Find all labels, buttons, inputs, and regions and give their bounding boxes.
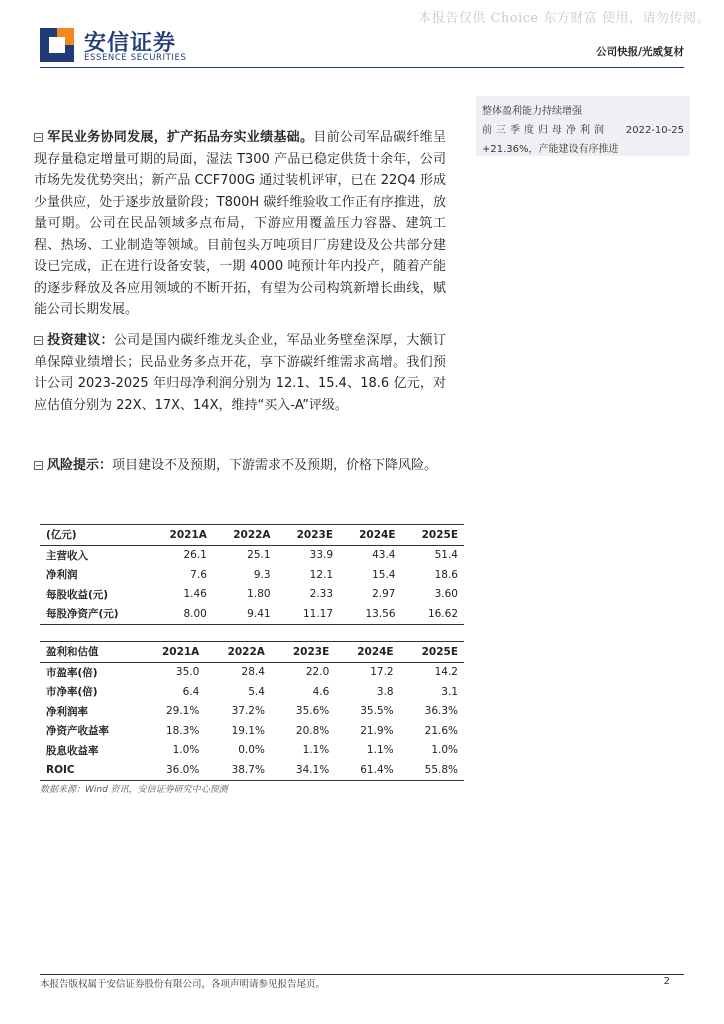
table-row: [40, 585, 464, 605]
table-header-cell: 2021A: [169, 528, 207, 541]
table-cell: 15.4: [372, 568, 396, 581]
paragraph-risk-warning: [34, 455, 446, 477]
table-header-cell: 2024E: [359, 528, 396, 541]
logo-english-name: ESSENCE SECURITIES: [84, 53, 187, 63]
table-header-cell: 2022A: [227, 645, 265, 658]
table-cell: 1.80: [247, 588, 271, 601]
table-cell: 37.2%: [231, 705, 265, 718]
table-row: [40, 741, 464, 761]
table-header-cell: 2025E: [421, 645, 458, 658]
logo-mark-icon: [40, 28, 74, 62]
table-cell: 18.6: [434, 568, 458, 581]
table-cell: 3.1: [441, 685, 458, 698]
table-cell: 29.1%: [165, 705, 200, 718]
paragraph-lead: 风险提示：: [47, 458, 113, 473]
table-header-row: [40, 642, 464, 663]
table-row: [40, 545, 464, 565]
table-cell: 51.4: [434, 549, 458, 562]
related-report-row: [482, 121, 684, 140]
table-cell: 6.4: [182, 685, 200, 698]
footer-disclaimer: 本报告版权属于安信证券股份有限公司，各项声明请参见报告尾页。: [40, 979, 326, 990]
related-report-box: [476, 96, 690, 156]
table-cell: 2.33: [309, 588, 334, 601]
table-cell: 25.1: [247, 549, 271, 562]
table-cell: 21.9%: [360, 724, 394, 737]
table-cell: 34.1%: [295, 763, 330, 776]
page-number: 2: [663, 976, 670, 987]
table-cell: 5.4: [248, 685, 265, 698]
paragraph-text: 公司是国内碳纤维龙头企业，军品业务壁垒深厚，大额订单保障业绩增长；民品业务多点开花，享下游碳纤维需求高增。我们预计公司 2023-2025 年归母净利润分别为 12.1、15.4、18.6 亿元，对应估值分别为 22X、17X、14X，维持“买入-A”评级。: [34, 333, 446, 413]
row-label: 净资产收益率: [46, 725, 109, 738]
table-cell: 3.60: [434, 588, 458, 601]
logo-chinese-name: 安信证券: [84, 31, 177, 56]
table-cell: 3.8: [376, 685, 394, 698]
header-divider: [40, 67, 684, 68]
report-type-label: 公司快报/光威复材: [596, 46, 684, 58]
table-row: [40, 604, 464, 624]
table-row: [40, 682, 464, 702]
table-cell: 2.97: [372, 588, 396, 601]
table-cell: 16.62: [427, 607, 458, 620]
table-header-cell: 2025E: [421, 528, 458, 541]
row-label: 股息收益率: [46, 744, 99, 757]
row-label: 净利润: [46, 569, 78, 582]
table-cell: 61.4%: [360, 763, 394, 776]
table-header-cell: 2024E: [357, 645, 394, 658]
table-cell: 4.6: [312, 685, 330, 698]
row-label: ROIC: [46, 763, 75, 776]
table-cell: 26.1: [183, 549, 207, 562]
table-cell: 19.1%: [231, 724, 265, 737]
table-header-cell: 盈利和估值: [46, 646, 99, 659]
watermark-text: 本报告仅供 Choice 东方财富 使用，请勿传阅。: [418, 11, 710, 26]
table-cell: 1.1%: [302, 744, 330, 757]
row-label: 每股收益(元): [46, 588, 109, 601]
table-row: [40, 702, 464, 722]
table-cell: 13.56: [365, 607, 396, 620]
table-cell: 36.0%: [165, 763, 200, 776]
table-cell: 1.1%: [366, 744, 394, 757]
table-header-cell: 2022A: [233, 528, 271, 541]
paragraph-business: [34, 127, 446, 321]
table-cell: 20.8%: [295, 724, 330, 737]
row-label: 主营收入: [46, 549, 88, 562]
table-cell: 38.7%: [231, 763, 265, 776]
paragraph-lead: 军民业务协同发展，扩产拓品夯实业绩基础。: [47, 130, 314, 145]
table-cell: 17.2: [370, 666, 394, 679]
data-source-note: 数据来源：Wind 资讯，安信证券研究中心预测: [40, 785, 228, 795]
table-cell: 21.6%: [424, 724, 458, 737]
company-logo: [40, 26, 230, 66]
table-row: [40, 721, 464, 741]
table-cell: 36.3%: [424, 705, 458, 718]
row-label: 每股净资产(元): [46, 608, 119, 621]
financial-summary-table: [40, 524, 464, 625]
table-cell: 43.4: [372, 549, 396, 562]
table-cell: 8.00: [183, 607, 207, 620]
table-cell: 14.2: [434, 666, 458, 679]
table-cell: 1.46: [183, 588, 207, 601]
table-header-cell: 2023E: [296, 528, 334, 541]
table-cell: 22.0: [305, 666, 330, 679]
paragraph-investment-advice: [34, 330, 446, 416]
table-cell: 33.9: [309, 549, 334, 562]
table-cell: 35.6%: [295, 705, 330, 718]
table-cell: 55.8%: [424, 763, 458, 776]
table-header-cell: 2021A: [161, 645, 200, 658]
table-header-cell: (亿元): [46, 529, 77, 542]
table-cell: 35.5%: [360, 705, 394, 718]
bullet-icon: [34, 336, 43, 345]
related-report-date: 2022-10-25: [625, 125, 684, 136]
table-cell: 9.3: [253, 568, 271, 581]
bullet-icon: [34, 461, 43, 470]
table-row: [40, 662, 464, 682]
table-cell: 28.4: [241, 666, 265, 679]
bullet-icon: [34, 133, 43, 142]
row-label: 市盈率(倍): [46, 666, 98, 679]
table-cell: 0.0%: [238, 744, 265, 757]
related-report-change: +21.36%，产能建设有序推进: [482, 144, 619, 155]
paragraph-text: 目前公司军品碳纤维呈现存量稳定增量可期的局面，湿法 T300 产品已稳定供货十余年，公司市场先发优势突出；新产品 CCF700G 通过装机评审，已在 22Q4 形成少量供应，处于逐步放量阶段；T800H 碳纤维验收工作正有序推进，放量可期。公司在民品领域多点布局，下游应用覆盖压力容器、建筑工程、热场、工业制造等领域。目前包头万吨项目厂房建设及公共部分建设已完成，正在进行设备安装，一期 4000 吨预计年内投产，随着产能的逐步释放及各应用领域的不断开拓，有望为公司构筑新增长曲线，赋能公司长期发展。: [34, 130, 446, 317]
table-cell: 11.17: [302, 607, 334, 620]
table-header-row: [40, 525, 464, 546]
table-cell: 1.0%: [172, 744, 200, 757]
table-cell: 1.0%: [431, 744, 458, 757]
row-label: 净利润率: [46, 705, 88, 718]
table-cell: 7.6: [190, 568, 207, 581]
table-header-cell: 2023E: [292, 645, 330, 658]
table-cell: 12.1: [309, 568, 334, 581]
footer-divider: [40, 974, 684, 975]
related-report-name: 前三季度归母净利润: [482, 125, 608, 136]
table-cell: 18.3%: [165, 724, 200, 737]
table-cell: 9.41: [247, 607, 271, 620]
paragraph-text: 项目建设不及预期，下游需求不及预期，价格下降风险。: [112, 458, 438, 473]
table-row: [40, 565, 464, 585]
row-label: 市净率(倍): [46, 686, 98, 699]
table-row: [40, 760, 464, 780]
table-cell: 35.0: [175, 666, 200, 679]
related-report-title[interactable]: 整体盈利能力持续增强: [482, 106, 582, 117]
valuation-table: [40, 641, 464, 781]
paragraph-lead: 投资建议：: [47, 333, 114, 348]
